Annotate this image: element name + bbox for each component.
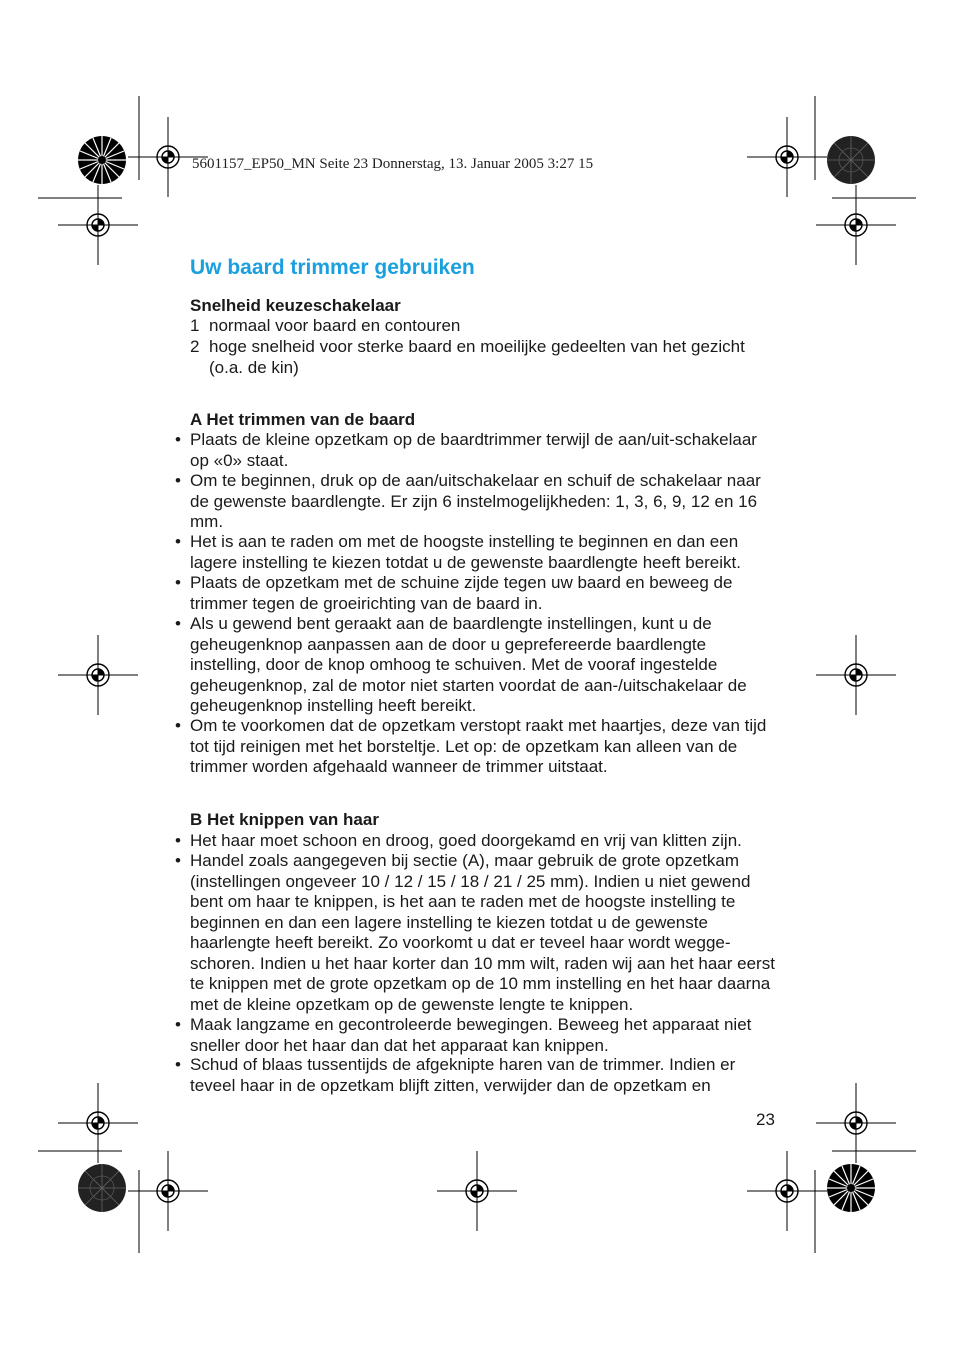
item-text: hoge snelheid voor sterke baard en moeilijke gedeelten van het gezicht (o.a. de kin)	[209, 337, 745, 377]
section-a-heading: A Het trimmen van de baard	[190, 410, 416, 429]
bullet-text: Schud of blaas tussentijds de afgeknipte haren van de trimmer. Indien er teveel haar in de opzetkam blijft zitten, verwijder dan de opzetkam en	[190, 1055, 736, 1095]
page-title: Uw baard trimmer gebruiken	[190, 256, 475, 279]
bullet-text: Om te beginnen, druk op de aan/uitschakelaar en schuif de schakelaar naar de gewenste baardlengte. Er zijn 6 instelmogelijkheden: 1, 3, 6, 9, 12 en 16 mm.	[190, 471, 761, 531]
bullet-text: Plaats de opzetkam met de schuine zijde tegen uw baard en beweeg de trimmer tegen de groeirichting van de baard in.	[190, 573, 733, 613]
bullet-text: Maak langzame en gecontroleerde bewegingen. Beweeg het apparaat niet sneller door het haar dan dat het apparaat kan knippen.	[190, 1015, 752, 1055]
print-header: 5601157_EP50_MN Seite 23 Donnerstag, 13. Januar 2005 3:27 15	[192, 156, 594, 172]
bullet-symbol: •	[175, 614, 181, 633]
bullet-item	[175, 851, 780, 1015]
item-number: 1	[190, 316, 200, 335]
bullet-text: Als u gewend bent geraakt aan de baardlengte instellingen, kunt u de geheugenknop aanpassen aan de door u geprefereerde baardlengte instelling, door de knop omhoog te schuiven. Met de vooraf ingestelde geheugenknop, zal de motor niet starten voordat de aan-/uitschakelaar de geheugenknop instelling heeft bereikt.	[190, 614, 747, 715]
bullet-item	[175, 831, 780, 852]
bullet-symbol: •	[175, 1015, 181, 1034]
bullet-item	[175, 532, 780, 573]
bullet-symbol: •	[175, 573, 181, 592]
bullet-symbol: •	[175, 1055, 181, 1074]
bullet-symbol: •	[175, 716, 181, 735]
speed-item	[190, 316, 780, 337]
bullet-item	[175, 716, 780, 778]
item-number: 2	[190, 337, 200, 356]
bullet-text: Het is aan te raden om met de hoogste instelling te beginnen en dan een lagere instelling te kiezen totdat u de gewenste baardlengte heeft bereikt.	[190, 532, 741, 572]
page-number: 23	[756, 1110, 775, 1129]
bullet-text: Om te voorkomen dat de opzetkam verstopt raakt met haartjes, deze van tijd tot tijd reinigen met het borsteltje. Let op: de opzetkam kan alleen van de trimmer worden afgehaald wanneer de trimmer uitstaat.	[190, 716, 767, 776]
bullet-item	[175, 430, 780, 471]
bullet-symbol: •	[175, 430, 181, 449]
speed-item	[190, 337, 780, 378]
speed-heading: Snelheid keuzeschakelaar	[190, 296, 401, 315]
bullet-item	[175, 471, 780, 533]
bullet-item	[175, 573, 780, 614]
bullet-symbol: •	[175, 831, 181, 850]
section-b-heading: B Het knippen van haar	[190, 810, 379, 829]
bullet-text: Handel zoals aangegeven bij sectie (A), maar gebruik de grote opzetkam (instellingen ongeveer 10 / 12 / 15 / 18 / 21 / 25 mm). Indien u niet gewend bent om haar te knippen, is het aan te raden met de hoogste instelling te beginnen en dan een lagere instelling te kiezen totdat u de gewenste haarlengte heeft bereikt. Zo voorkomt u dat er teveel haar wordt wegge-schoren. Indien u het haar korter dan 10 mm wilt, raden wij aan het haar eerst te knippen met de grote opzetkam op de 10 mm instelling en het haar daarna met de kleine opzetkam op de gewenste lengte te knippen.	[190, 851, 775, 1014]
bullet-symbol: •	[175, 851, 181, 870]
item-text: normaal voor baard en contouren	[209, 316, 461, 335]
bullet-text: Plaats de kleine opzetkam op de baardtrimmer terwijl de aan/uit-schakelaar op «0» staat.	[190, 430, 757, 470]
bullet-item	[175, 1055, 780, 1096]
bullet-symbol: •	[175, 471, 181, 490]
bullet-item	[175, 1015, 780, 1056]
bullet-item	[175, 614, 780, 717]
bullet-symbol: •	[175, 532, 181, 551]
bullet-text: Het haar moet schoon en droog, goed doorgekamd en vrij van klitten zijn.	[190, 831, 742, 850]
